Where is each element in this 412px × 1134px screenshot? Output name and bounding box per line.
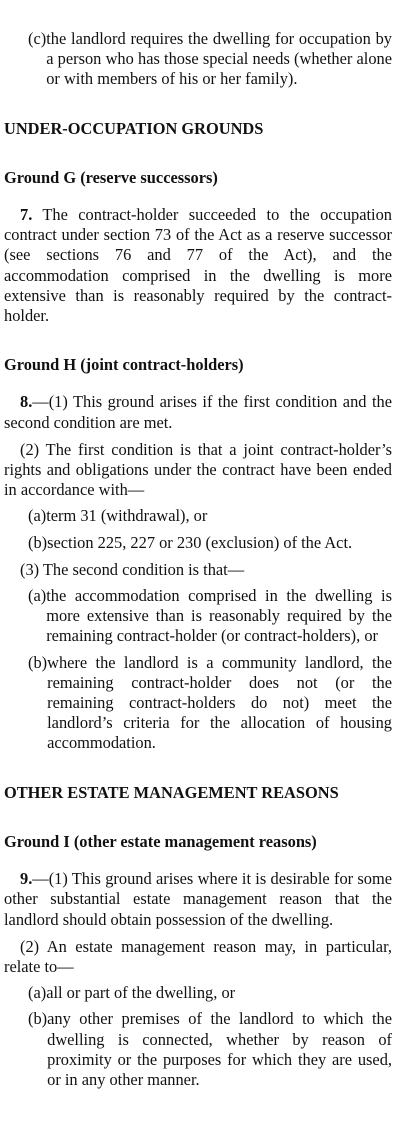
paragraph-8-2: (2) The first condition is that a joint contract-holder’s rights and obligations under the contract have been ended in accordance with— [4, 439, 392, 500]
paragraph-9-1 [4, 869, 392, 930]
sublist-9-2 [4, 983, 392, 1090]
list-item-text: section 225, 227 or 230 (exclusion) of the Act. [47, 532, 353, 552]
list-item-label: (b) [28, 532, 48, 552]
paragraph-number: 7. [20, 205, 33, 225]
list-item-text: term 31 (withdrawal), or [46, 506, 208, 526]
paragraph-8-3: (3) The second condition is that— [20, 559, 245, 579]
paragraph-text: —(1) This ground arises if the first condition and the second condition are met. [4, 392, 392, 432]
list-item-label: (b) [28, 1009, 48, 1029]
list-item-label: (a) [28, 586, 47, 606]
paragraph-8-1 [4, 392, 392, 432]
list-item-b [4, 1009, 392, 1090]
list-item-label: (a) [28, 983, 47, 1003]
list-item-b [4, 533, 392, 553]
paragraph-7 [4, 205, 392, 326]
ground-heading-h: Ground H (joint contract-holders) [4, 355, 244, 375]
paragraph-9-2: (2) An estate management reason may, in particular, relate to— [4, 936, 392, 976]
list-item-c [4, 29, 392, 90]
list-item-label: (a) [28, 506, 47, 526]
sublist-8-3 [4, 586, 392, 754]
sublist-8-2 [4, 506, 392, 552]
list-item-text: the landlord requires the dwelling for occupation by a person who has those special needs (whether alone or with members of his or her family). [46, 29, 392, 89]
paragraph-text: The contract-holder succeeded to the occupation contract under section 73 of the Act as a reserve successor (see sections 76 and 77 of the Act), and the accommodation comprised in the dwelling is more extensive than is reasonably required by the contract-holder. [4, 205, 392, 326]
list-item-label: (c) [28, 29, 47, 48]
paragraph-number: 9. [20, 869, 33, 889]
list-item-a [4, 983, 392, 1003]
list-item-text: any other premises of the landlord to which the dwelling is connected, whether by reason of proximity or the purposes for which they are used, or in any other manner. [47, 1009, 392, 1089]
list-item-text: all or part of the dwelling, or [46, 983, 236, 1003]
ground-heading-g: Ground G (reserve successors) [4, 167, 218, 187]
paragraph-text: —(1) This ground arises where it is desirable for some other substantial estate management reason that the landlord should obtain possession of the dwelling. [4, 869, 392, 929]
list-item-a [4, 506, 392, 526]
list-item-label: (b) [28, 652, 48, 672]
list-item-b [4, 653, 392, 754]
list-item-text: the accommodation comprised in the dwelling is more extensive than is reasonably required by the remaining contract-holder (or contract-holders), or [46, 586, 392, 646]
section-heading-under-occupation: UNDER-OCCUPATION GROUNDS [4, 118, 264, 138]
ground-heading-i: Ground I (other estate management reasons) [4, 831, 317, 851]
list-item-text: where the landlord is a community landlord, the remaining contract-holder does not (or the remaining contract-holders do not) meet the landlord’s criteria for the allocation of housing accommodation. [47, 652, 392, 753]
list-item-a [4, 586, 392, 647]
section-heading-other-estate: OTHER ESTATE MANAGEMENT REASONS [4, 782, 339, 802]
paragraph-number: 8. [20, 392, 33, 412]
